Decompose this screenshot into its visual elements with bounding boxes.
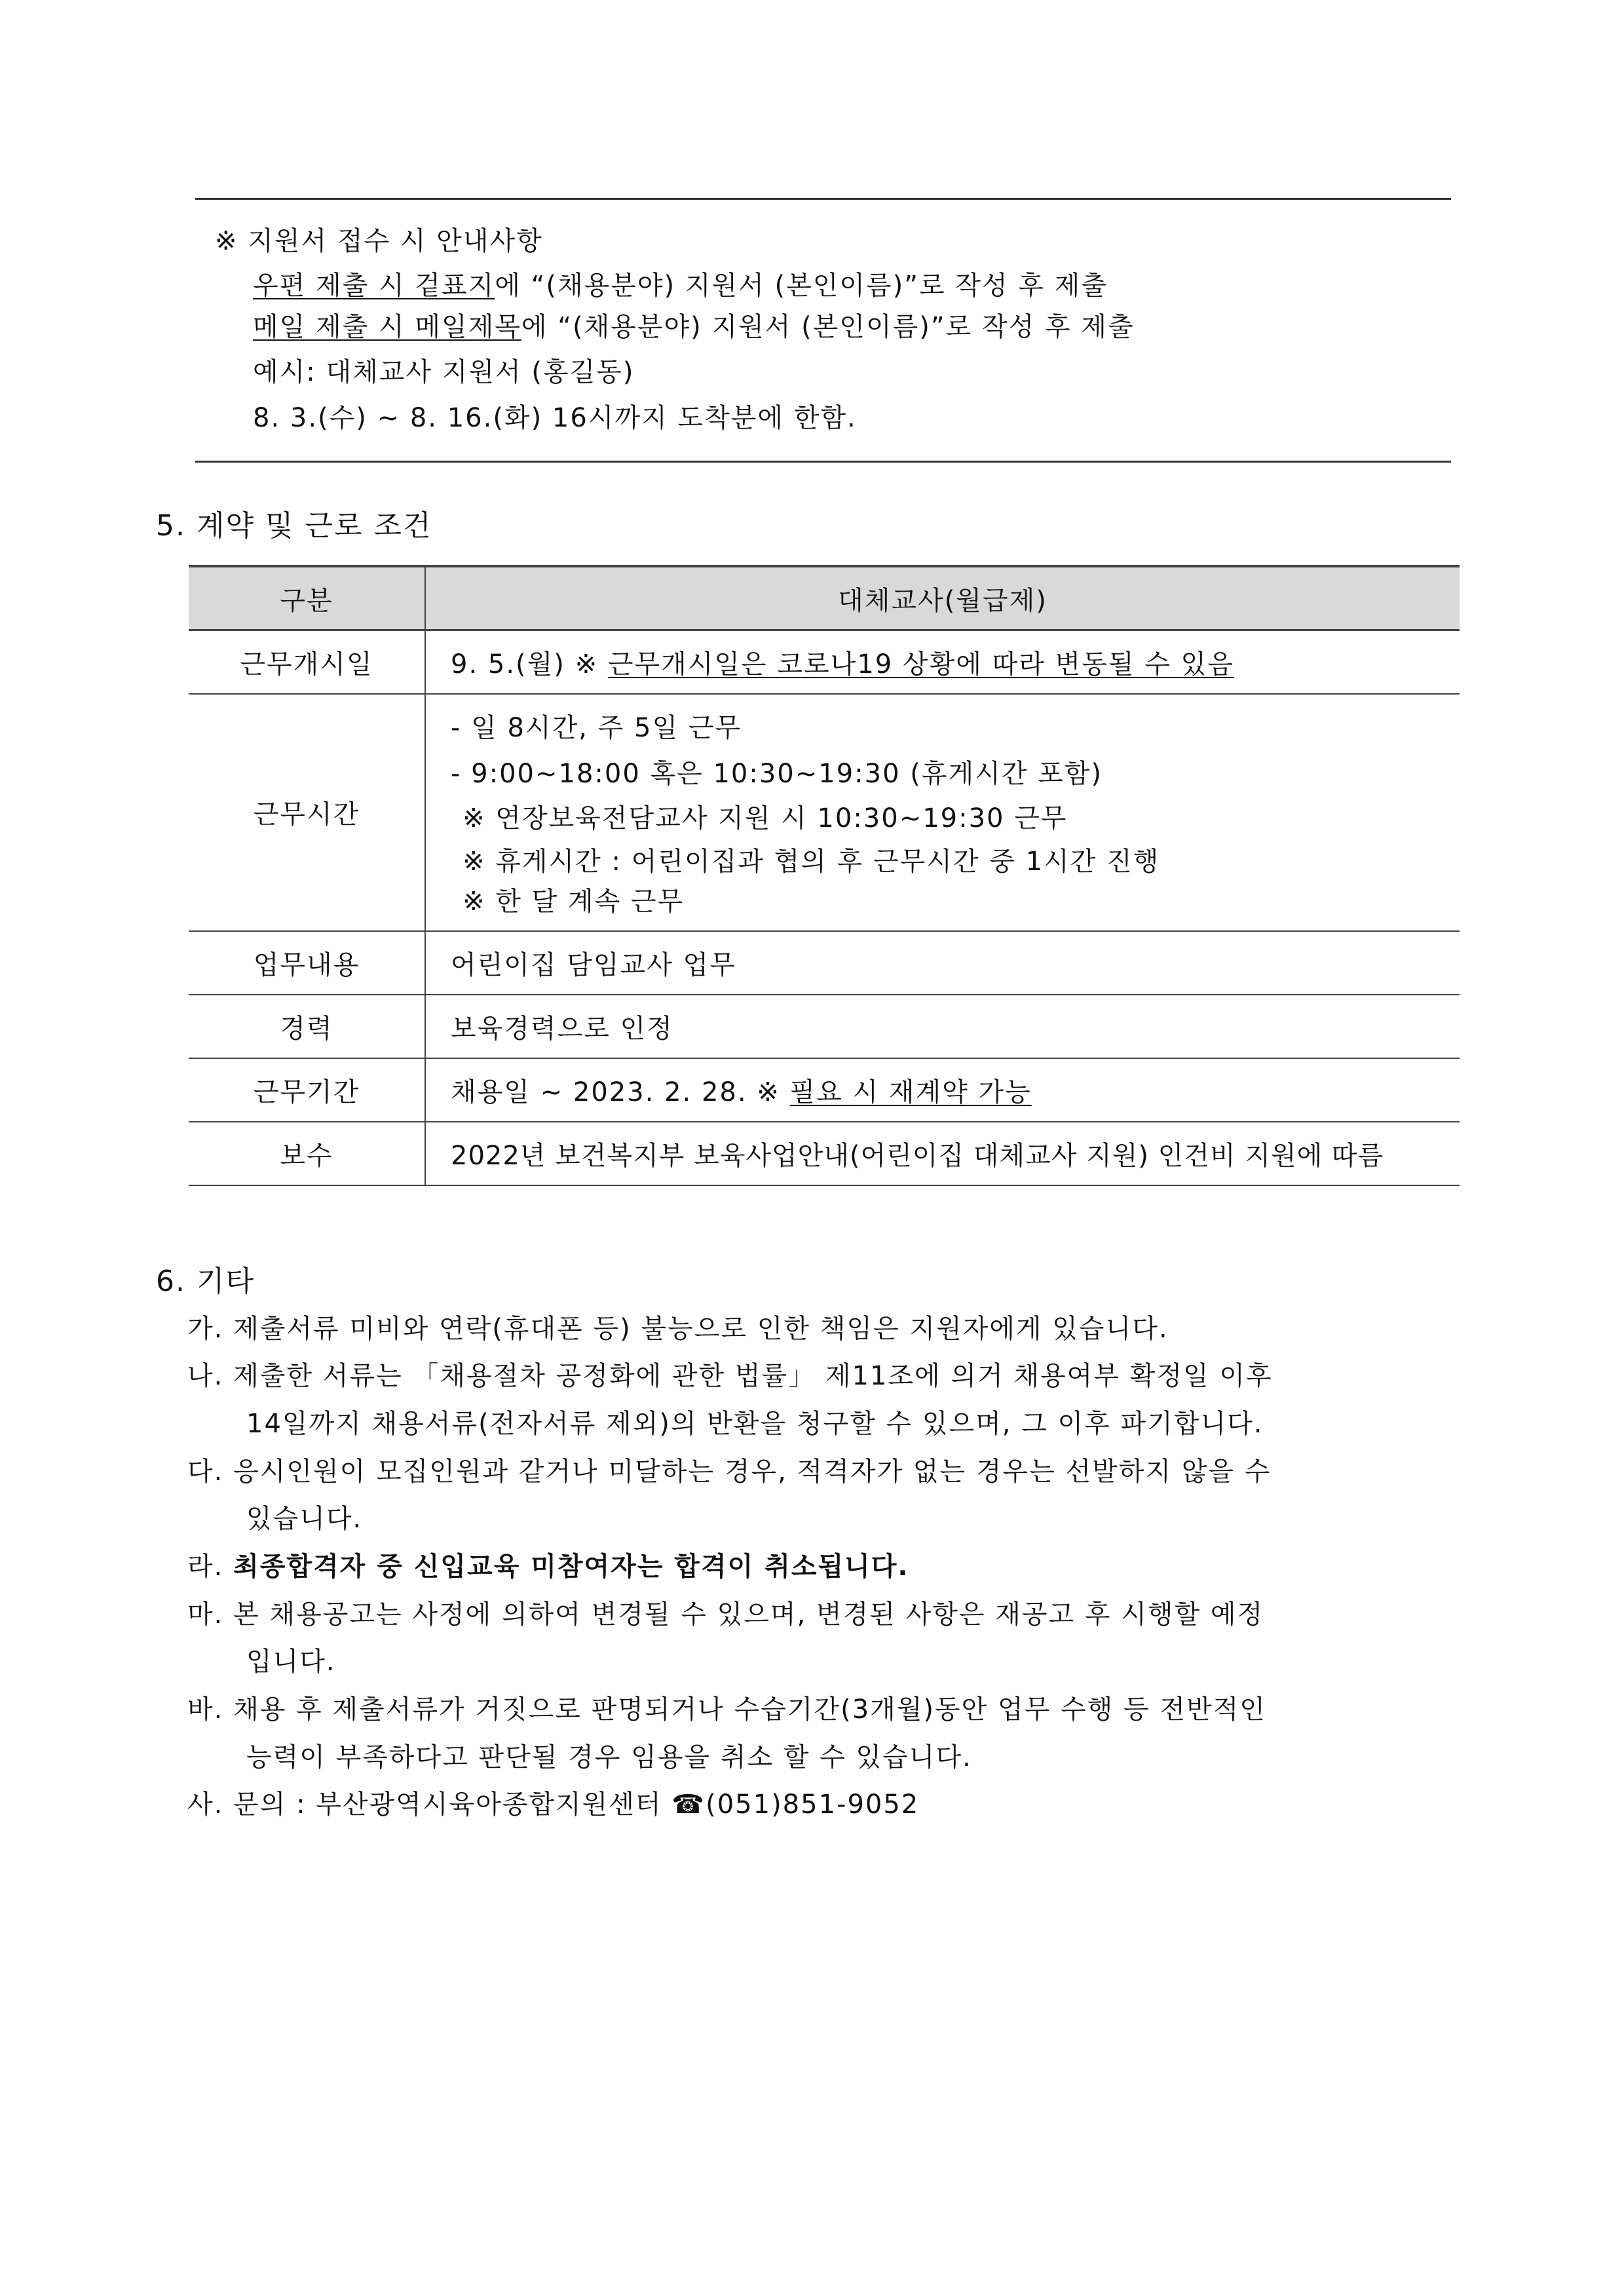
item-sa: 사. 문의 : 부산광역시육아종합지원센터 ☎(051)851-9052	[187, 1789, 920, 1820]
notice-title: ※ 지원서 접수 시 안내사항	[215, 226, 543, 256]
section6-heading: 6. 기타	[156, 1265, 255, 1298]
item-ba-line1: 바. 채용 후 제출서류가 거짓으로 판명되거나 수습기간(3개월)동안 업무 수행 등 전반적인	[187, 1694, 1266, 1725]
notice-postal-underlined: 우편 제출 시 겉표지	[253, 271, 495, 301]
notice-postal-rest: 에 “(채용분야) 지원서 (본인이름)”로 작성 후 제출	[495, 271, 1108, 301]
row-value	[425, 1058, 1460, 1122]
notice-email-rest: 에 “(채용분야) 지원서 (본인이름)”로 작성 후 제출	[521, 312, 1135, 342]
period-note: 필요 시 재계약 가능	[789, 1077, 1032, 1107]
item-na-line1: 나. 제출한 서류는 「채용절차 공정화에 관한 법률」 제11조에 의거 채용여부 확정일 이후	[187, 1361, 1273, 1391]
table-row-duty	[189, 931, 1460, 995]
item-da-line1: 다. 응시인원이 모집인원과 같거나 미달하는 경우, 적격자가 없는 경우는 선발하지 않을 수	[187, 1457, 1272, 1487]
item-ra-prefix: 라.	[187, 1552, 234, 1582]
row-value: 보육경력으로 인정	[425, 995, 1460, 1058]
row-label: 보수	[189, 1122, 425, 1185]
row-value	[425, 694, 1460, 931]
row-label: 근무개시일	[189, 630, 425, 694]
notice-top-rule	[195, 198, 1451, 200]
table-row-start-date	[189, 630, 1460, 694]
period-plain: 채용일 ~ 2023. 2. 28. ※	[451, 1077, 790, 1107]
row-value	[425, 630, 1460, 694]
hours-line: ※ 휴게시간 : 어린이집과 협의 후 근무시간 중 1시간 진행	[463, 846, 1160, 877]
start-date-plain: 9. 5.(월) ※	[451, 649, 608, 679]
table-row-work-hours	[189, 694, 1460, 931]
notice-deadline: 8. 3.(수) ~ 8. 16.(화) 16시까지 도착분에 한함.	[253, 403, 857, 433]
hours-line: ※ 연장보육전담교사 지원 시 10:30~19:30 근무	[463, 803, 1068, 833]
table-header-substitute-teacher: 대체교사(월급제)	[425, 566, 1460, 630]
table-row-period	[189, 1058, 1460, 1122]
row-value: 어린이집 담임교사 업무	[425, 931, 1460, 995]
item-ma-line1: 마. 본 채용공고는 사정에 의하여 변경될 수 있으며, 변경된 사항은 재공고 후 시행할 예정	[187, 1599, 1264, 1630]
hours-line: ※ 한 달 계속 근무	[463, 886, 685, 917]
item-ra	[187, 1548, 909, 1585]
row-label: 업무내용	[189, 931, 425, 995]
item-ba-line2: 능력이 부족하다고 판단될 경우 임용을 취소 할 수 있습니다.	[246, 1742, 972, 1772]
item-ra-bold: 최종합격자 중 신입교육 미참여자는 합격이 취소됩니다.	[233, 1552, 909, 1582]
notice-bottom-rule	[195, 461, 1451, 463]
item-da-line2: 있습니다.	[246, 1504, 363, 1534]
table-row-career	[189, 995, 1460, 1058]
notice-email-underlined: 메일 제출 시 메일제목	[253, 312, 521, 342]
row-value: 2022년 보건복지부 보육사업안내(어린이집 대체교사 지원) 인건비 지원에 따름	[425, 1122, 1460, 1185]
notice-line-email	[253, 309, 1135, 345]
row-label: 근무기간	[189, 1058, 425, 1122]
hours-line: - 9:00~18:00 혹은 10:30~19:30 (휴게시간 포함)	[451, 758, 1103, 789]
section5-heading: 5. 계약 및 근로 조건	[156, 509, 432, 543]
table-header-category: 구분	[189, 566, 425, 630]
conditions-table	[189, 565, 1460, 1186]
row-label: 근무시간	[189, 694, 425, 931]
item-na-line2: 14일까지 채용서류(전자서류 제외)의 반환을 청구할 수 있으며, 그 이후 파기합니다.	[246, 1409, 1264, 1439]
start-date-note: 근무개시일은 코로나19 상황에 따라 변동될 수 있음	[607, 649, 1234, 679]
row-label: 경력	[189, 995, 425, 1058]
item-ma-line2: 입니다.	[246, 1647, 336, 1677]
item-ga: 가. 제출서류 미비와 연락(휴대폰 등) 불능으로 인한 책임은 지원자에게 있습니다.	[187, 1314, 1169, 1344]
hours-line: - 일 8시간, 주 5일 근무	[451, 712, 742, 743]
table-row-pay	[189, 1122, 1460, 1185]
notice-line-postal	[253, 267, 1108, 304]
notice-example: 예시: 대체교사 지원서 (홍길동)	[253, 357, 635, 387]
